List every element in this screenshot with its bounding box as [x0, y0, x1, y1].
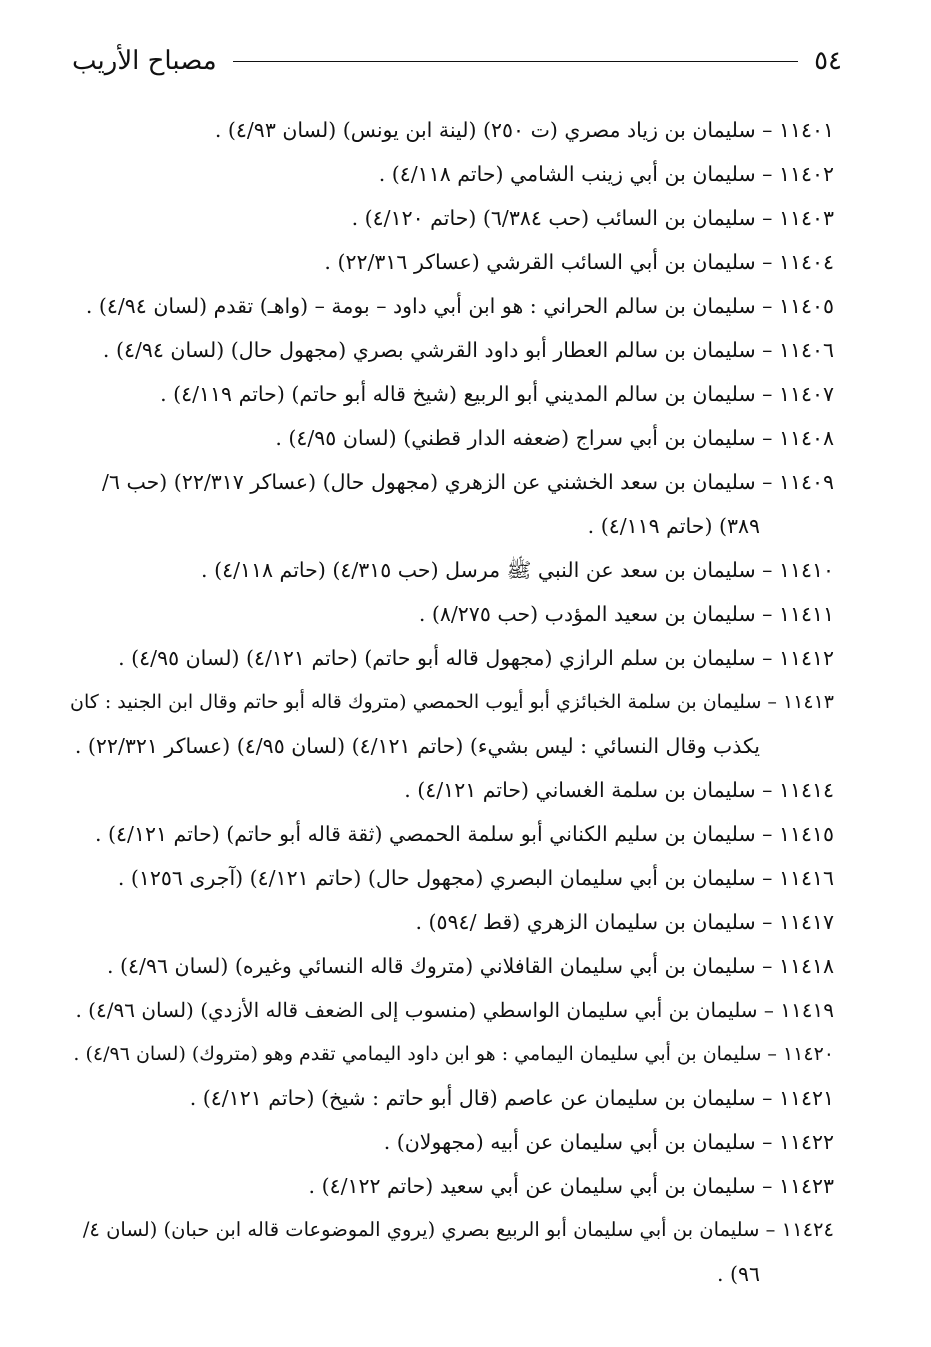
- entries-list: [70, 108, 834, 1296]
- entry-11406: ١١٤٠٦ – سليمان بن سالم العطار أبو داود القرشي بصري (مجهول حال) (لسان ٤/٩٤) .: [102, 338, 834, 362]
- entry-11401: ١١٤٠١ – سليمان بن زياد مصري (ت ٢٥٠) (لينة ابن يونس) (لسان ٤/٩٣) .: [214, 118, 834, 142]
- entry-11409: ١١٤٠٩ – سليمان بن سعد الخشني عن الزهري (مجهول حال) (عساكر ٢٢/٣١٧) (حب ٦/: [102, 470, 834, 494]
- entry-11420: ١١٤٢٠ – سليمان بن أبي سليمان اليمامي : هو ابن داود اليمامي تقدم وهو (متروك) (لسان ٤/٩٦) .: [73, 1043, 834, 1065]
- entry-11402: ١١٤٠٢ – سليمان بن أبي زينب الشامي (حاتم ٤/١١٨) .: [378, 162, 834, 186]
- entry-11404: ١١٤٠٤ – سليمان بن أبي السائب القرشي (عساكر ٢٢/٣١٦) .: [324, 250, 834, 274]
- entry-11410: ١١٤١٠ – سليمان بن سعد عن النبي ﷺ مرسل (حب ٤/٣١٥) (حاتم ٤/١١٨) .: [201, 558, 834, 582]
- entry-11424: ١١٤٢٤ – سليمان بن أبي سليمان أبو الربيع بصري (يروي الموضوعات قاله ابن حبان) (لسان ٤/: [82, 1218, 834, 1241]
- page-number: ٥٤: [814, 46, 842, 76]
- book-title: مصباح الأريب: [72, 46, 217, 76]
- page-header: [72, 38, 842, 84]
- entry-11414: ١١٤١٤ – سليمان بن سلمة الغساني (حاتم ٤/١٢١) .: [404, 778, 834, 802]
- header-rule: [233, 61, 798, 62]
- entry-11415: ١١٤١٥ – سليمان بن سليم الكناني أبو سلمة الحمصي (ثقة قاله أبو حاتم) (حاتم ٤/١٢١) .: [95, 822, 834, 846]
- entry-11413: ١١٤١٣ – سليمان بن سلمة الخبائزي أبو أيوب الحمصي (متروك قاله أبو حاتم وقال ابن الجنيد : كان: [70, 691, 834, 713]
- entry-11412: ١١٤١٢ – سليمان بن سلم الرازي (مجهول قاله أبو حاتم) (حاتم ٤/١٢١) (لسان ٤/٩٥) .: [118, 646, 834, 670]
- entry-11409-continuation: ٣٨٩) (حاتم ٤/١١٩) .: [587, 514, 760, 538]
- entry-11413-continuation: يكذب وقال النسائي : ليس بشيء) (حاتم ٤/١٢١) (لسان ٤/٩٥) (عساكر ٢٢/٣٢١) .: [74, 734, 760, 758]
- entry-11416: ١١٤١٦ – سليمان بن أبي سليمان البصري (مجهول حال) (حاتم ٤/١٢١) (آجرى ١٢٥٦) .: [117, 866, 834, 890]
- entry-11405: ١١٤٠٥ – سليمان بن سالم الحراني : هو ابن أبي داود – بومة – (واهـ) تقدم (لسان ٤/٩٤) .: [85, 294, 834, 318]
- entry-11411: ١١٤١١ – سليمان بن سعيد المؤدب (حب ٨/٢٧٥) .: [418, 602, 834, 626]
- entry-11419: ١١٤١٩ – سليمان بن أبي سليمان الواسطي (منسوب إلى الضعف قاله الأزدي) (لسان ٤/٩٦) .: [75, 998, 834, 1022]
- entry-11408: ١١٤٠٨ – سليمان بن أبي سراج (ضعفه الدار قطني) (لسان ٤/٩٥) .: [275, 426, 834, 450]
- entry-11417: ١١٤١٧ – سليمان بن سليمان الزهري (قط /٥٩٤) .: [415, 910, 834, 934]
- entry-11403: ١١٤٠٣ – سليمان بن السائب (حب ٦/٣٨٤) (حاتم ٤/١٢٠) .: [351, 206, 834, 230]
- entry-11421: ١١٤٢١ – سليمان بن سليمان عن عاصم (قال أبو حاتم : شيخ) (حاتم ٤/١٢١) .: [189, 1086, 834, 1110]
- entry-11418: ١١٤١٨ – سليمان بن أبي سليمان القافلاني (متروك قاله النسائي وغيره) (لسان ٤/٩٦) .: [107, 954, 834, 978]
- entry-11424-continuation: ٩٦) .: [716, 1262, 760, 1286]
- entry-11423: ١١٤٢٣ – سليمان بن أبي سليمان عن أبي سعيد (حاتم ٤/١٢٢) .: [308, 1174, 834, 1198]
- entry-11407: ١١٤٠٧ – سليمان بن سالم المديني أبو الربيع (شيخ قاله أبو حاتم) (حاتم ٤/١١٩) .: [160, 382, 834, 406]
- entry-11422: ١١٤٢٢ – سليمان بن أبي سليمان عن أبيه (مجهولان) .: [383, 1130, 834, 1154]
